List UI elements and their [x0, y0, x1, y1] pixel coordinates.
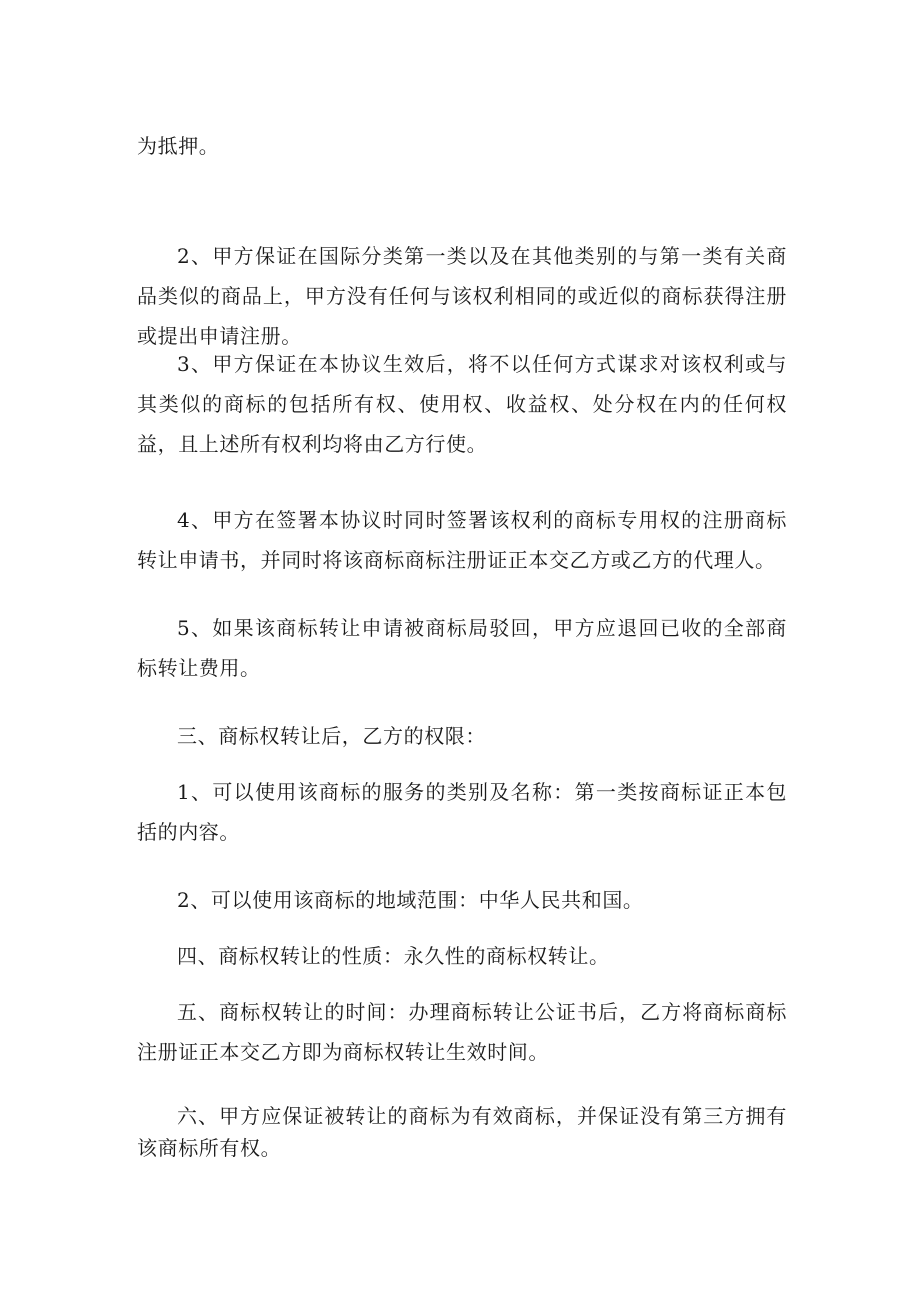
paragraph-right-2: 2、可以使用该商标的地域范围：中华人民共和国。 — [177, 888, 644, 912]
section-heading-4: 四、商标权转让的性质：永久性的商标权转让。 — [177, 944, 610, 968]
paragraph-clause-2: 2、甲方保证在国际分类第一类以及在其他类别的与第一类有关商品类似的商品上，甲方没有任何与该权利相同的或近似的商标获得注册或提出申请注册。 — [137, 244, 787, 348]
paragraph-clause-5: 5、如果该商标转让申请被商标局驳回，甲方应退回已收的全部商标转让费用。 — [137, 616, 787, 680]
section-heading-3: 三、商标权转让后，乙方的权限： — [177, 724, 486, 748]
paragraph-clause-3: 3、甲方保证在本协议生效后，将不以任何方式谋求对该权利或与其类似的商标的包括所有权、使用权、收益权、处分权在内的任何权益，且上述所有权利均将由乙方行使。 — [137, 352, 787, 456]
section-heading-5: 五、商标权转让的时间：办理商标转让公证书后，乙方将商标商标注册证正本交乙方即为商标权转让生效时间。 — [137, 1000, 787, 1064]
paragraph-continuation: 为抵押。 — [137, 134, 220, 158]
section-heading-6: 六、甲方应保证被转让的商标为有效商标，并保证没有第三方拥有该商标所有权。 — [137, 1104, 787, 1160]
paragraph-clause-4: 4、甲方在签署本协议时同时签署该权利的商标专用权的注册商标转让申请书，并同时将该商标商标注册证正本交乙方或乙方的代理人。 — [137, 508, 787, 572]
paragraph-right-1: 1、可以使用该商标的服务的类别及名称：第一类按商标证正本包括的内容。 — [137, 780, 787, 844]
